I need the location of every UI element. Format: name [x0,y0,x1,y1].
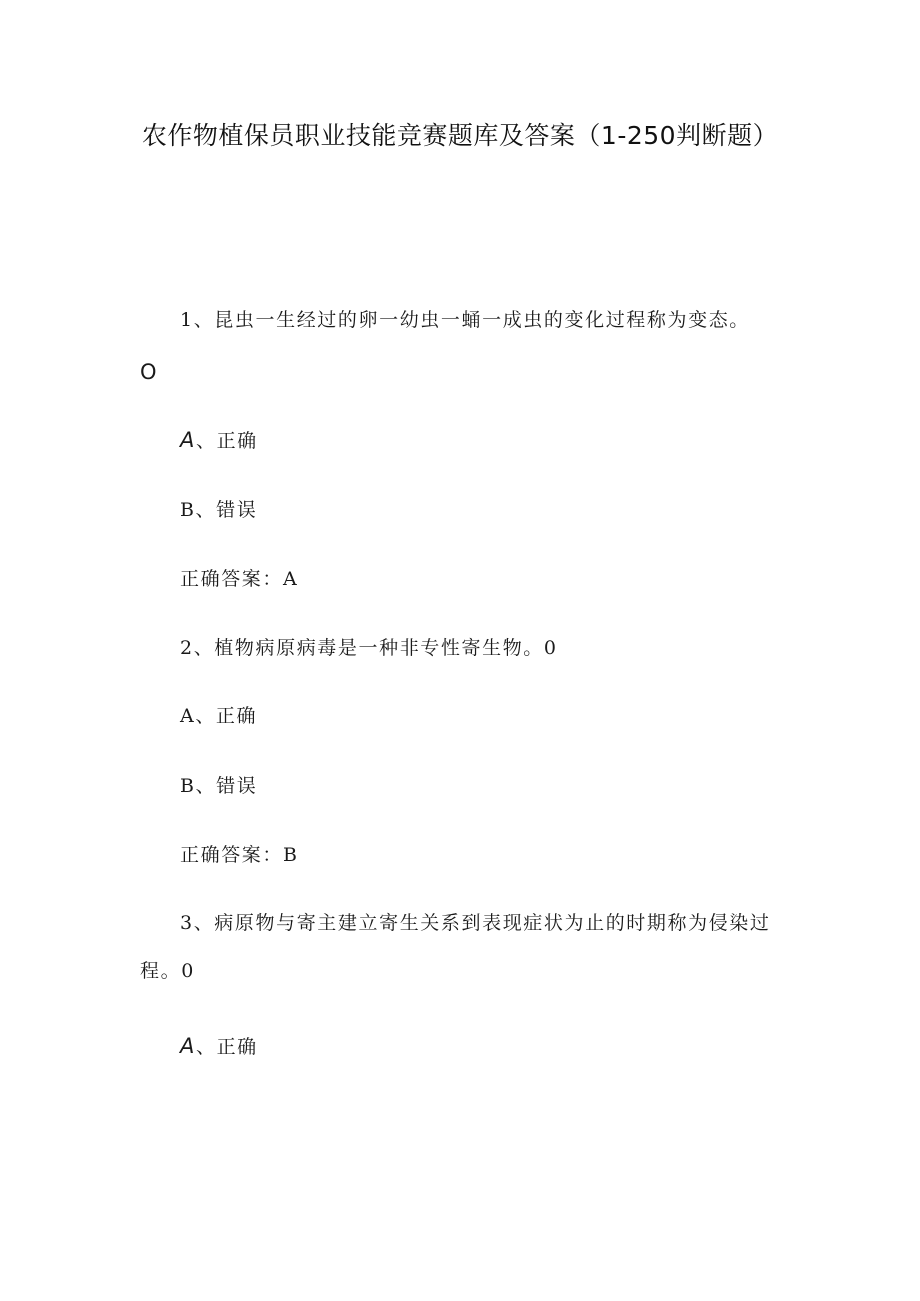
question-3-stem-continued: 程。0 [140,960,195,982]
question-2-option-a: A、正确 [180,705,258,727]
question-1-option-a-letter: A [180,428,196,452]
question-1-option-b: B、错误 [180,499,258,521]
question-1-answer: 正确答案：A [180,568,299,590]
question-3-option-a [180,1032,258,1061]
question-3-stem: 3、病原物与寄主建立寄生关系到表现症状为止的时期称为侵染过 [180,912,771,934]
question-1-option-a-text: 、正确 [195,430,258,452]
question-2-stem: 2、植物病原病毒是一种非专性寄生物。0 [180,637,558,659]
document-title: 农作物植保员职业技能竞赛题库及答案（1-250判断题） [141,121,779,150]
question-2-option-b: B、错误 [180,775,258,797]
question-2-answer: 正确答案：B [180,844,299,866]
question-3-option-a-text: 、正确 [195,1036,258,1058]
question-3-option-a-letter: A [180,1034,196,1058]
question-1-stem-continued: O [140,360,159,384]
question-1-option-a [180,426,258,455]
question-1-stem: 1、昆虫一生经过的卵一幼虫一蛹一成虫的变化过程称为变态。 [180,309,750,331]
